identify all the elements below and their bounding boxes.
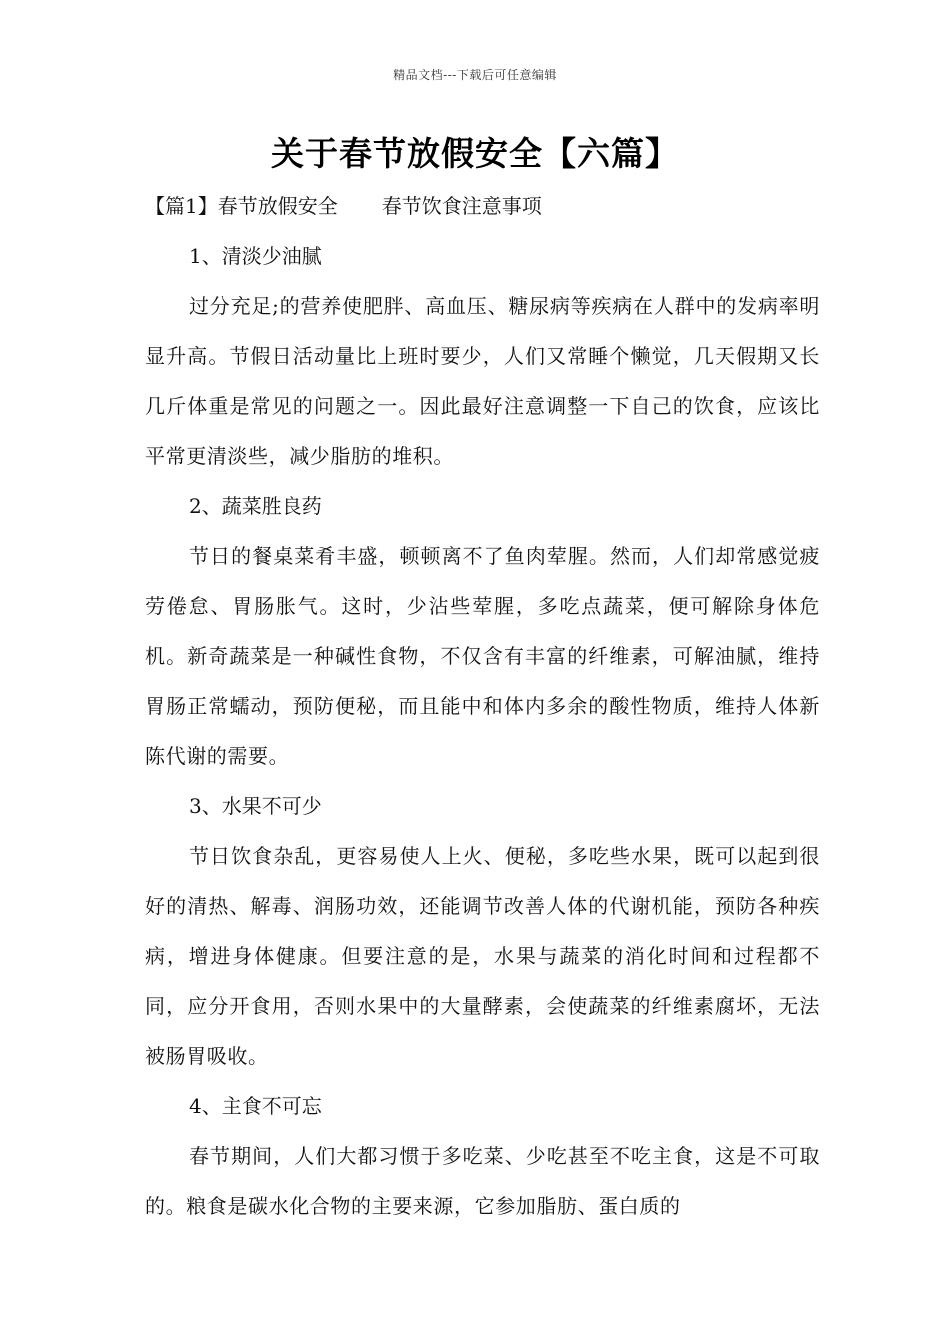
item-heading-2: 2、蔬菜胜良药 [189,494,322,518]
item-heading-4: 4、主食不可忘 [189,1094,322,1118]
item-paragraph-4: 春节期间，人们大都习惯于多吃菜、少吃甚至不吃主食，这是不可取的。粮食是碳水化合物的主要来源，它参加脂肪、蛋白质的 [145,1144,820,1218]
item-heading-1: 1、清淡少油腻 [189,244,322,268]
item-paragraph-2: 节日的餐桌菜肴丰盛，顿顿离不了鱼肉荤腥。然而，人们却常感觉疲劳倦怠、胃肠胀气。这时，少沾些荤腥，多吃点蔬菜，便可解除身体危机。新奇蔬菜是一种碱性食物，不仅含有丰富的纤维素，可解油腻，维持胃肠正常蠕动，预防便秘，而且能中和体内多余的酸性物质，维持人体新陈代谢的需要。 [145,544,820,768]
section-heading [145,181,820,231]
item-paragraph-3: 节日饮食杂乱，更容易使人上火、便秘，多吃些水果，既可以起到很好的清热、解毒、润肠功效，还能调节改善人体的代谢机能，预防各种疾病，增进身体健康。但要注意的是，水果与蔬菜的消化时间和过程都不同，应分开食用，否则水果中的大量酵素，会使蔬菜的纤维素腐坏，无法被肠胃吸收。 [145,844,820,1068]
header-note: 精品文档---下载后可任意编辑 [393,68,557,82]
document-title: 关于春节放假安全【六篇】 [271,134,679,173]
item-heading-3: 3、水果不可少 [189,794,322,818]
section-label: 【篇1】春节放假安全 [145,194,338,218]
section-subtitle: 春节饮食注意事项 [381,194,542,218]
document-body [145,181,820,1231]
item-paragraph-1: 过分充足;的营养使肥胖、高血压、糖尿病等疾病在人群中的发病率明显升高。节假日活动量比上班时要少，人们又常睡个懒觉，几天假期又长几斤体重是常见的问题之一。因此最好注意调整一下自己的饮食，应该比平常更清淡些，减少脂肪的堆积。 [145,294,820,468]
